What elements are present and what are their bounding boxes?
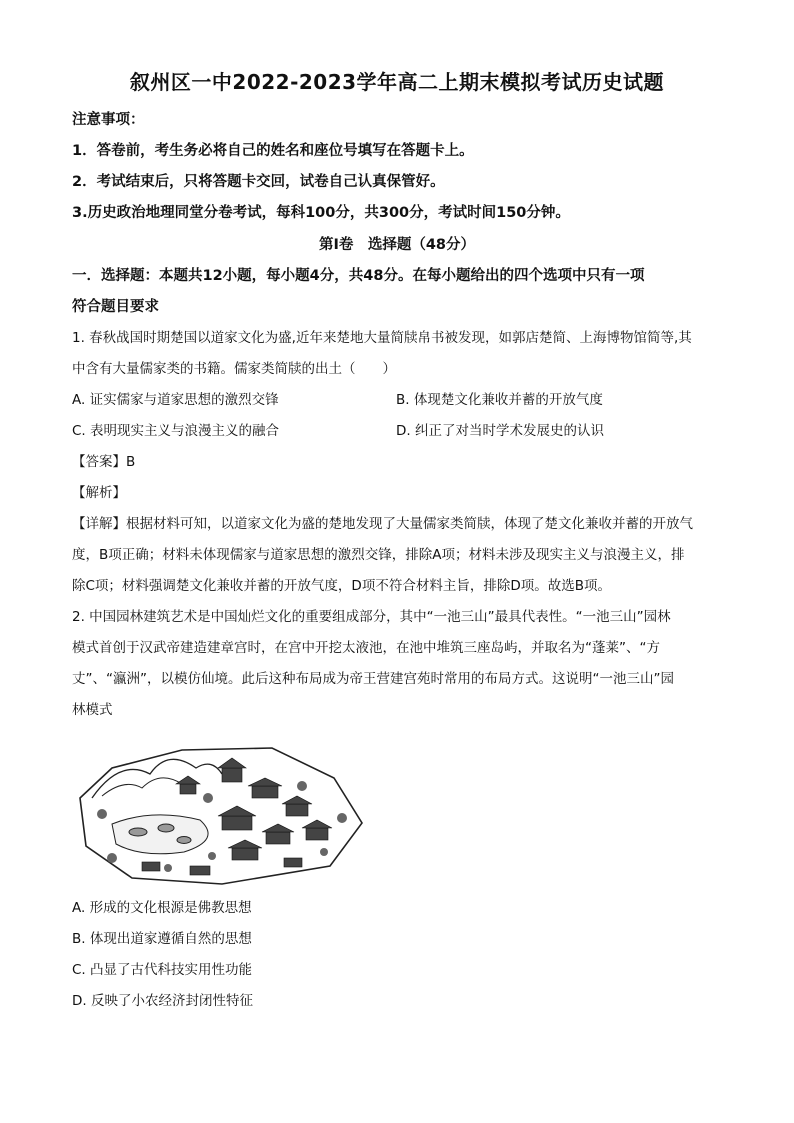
q2-option-a: A. 形成的文化根源是佛教思想 xyxy=(72,900,252,916)
notice-item-3: 3.历史政治地理同堂分卷考试，每科100分，共300分，考试时间150分钟。 xyxy=(72,205,570,221)
notice-heading: 注意事项： xyxy=(72,112,145,128)
q2-stem-line-4: 林模式 xyxy=(72,702,113,718)
q1-detail-line-3: 除C项；材料强调楚文化兼收并蓄的开放气度，D项不符合材料主旨，排除D项。故选B项。 xyxy=(72,578,611,594)
q1-analysis-heading: 【解析】 xyxy=(72,485,126,501)
q1-detail-line-2: 度，B项正确；材料未体现儒家与道家思想的激烈交锋，排除A项；材料未涉及现实主义与浪漫主义，排 xyxy=(72,547,685,563)
q1-answer: 【答案】B xyxy=(72,454,136,470)
q1-stem-line-2: 中含有大量儒家类的书籍。儒家类简牍的出土（ ） xyxy=(72,361,396,377)
q1-stem-line-1: 1. 春秋战国时期楚国以道家文化为盛,近年来楚地大量简牍帛书被发现，如郭店楚简、上海博物馆简等,其 xyxy=(72,330,692,346)
q2-option-b: B. 体现出道家遵循自然的思想 xyxy=(72,931,252,947)
notice-item-1: 1．答卷前，考生务必将自己的姓名和座位号填写在答题卡上。 xyxy=(72,143,474,159)
page-title: 叙州区一中2022-2023学年高二上期末模拟考试历史试题 xyxy=(129,70,665,94)
q1-option-b: B. 体现楚文化兼收并蓄的开放气度 xyxy=(396,392,603,408)
q1-option-d: D. 纠正了对当时学术发展史的认识 xyxy=(396,423,604,439)
q1-option-a: A. 证实儒家与道家思想的激烈交锋 xyxy=(72,392,279,408)
q2-stem-line-2: 模式首创于汉武帝建造建章宫时，在宫中开挖太液池，在池中堆筑三座岛屿，并取名为“蓬莱”、“方 xyxy=(72,640,660,656)
q1-detail-line-1: 【详解】根据材料可知，以道家文化为盛的楚地发现了大量儒家类简牍，体现了楚文化兼收并蓄的开放气 xyxy=(72,516,693,532)
q2-option-c: C. 凸显了古代科技实用性功能 xyxy=(72,962,253,978)
section-title: 第Ⅰ卷 选择题（48分） xyxy=(318,237,476,253)
q2-stem-line-3: 丈”、“瀛洲”，以模仿仙境。此后这种布局成为帝王营建宫苑时常用的布局方式。这说明“一池三山”园 xyxy=(72,671,674,687)
section-instruction-line-2: 符合题目要求 xyxy=(72,299,159,315)
notice-item-2: 2．考试结束后，只将答题卡交回，试卷自己认真保管好。 xyxy=(72,174,445,190)
q2-stem-line-1: 2. 中国园林建筑艺术是中国灿烂文化的重要组成部分，其中“一池三山”最具代表性。“一池三山”园林 xyxy=(72,609,671,625)
palace-garden-illustration xyxy=(72,728,368,888)
q2-option-d: D. 反映了小农经济封闭性特征 xyxy=(72,993,253,1009)
section-instruction-line-1: 一．选择题：本题共12小题，每小题4分，共48分。在每小题给出的四个选项中只有一项 xyxy=(72,268,645,284)
q1-option-c: C. 表明现实主义与浪漫主义的融合 xyxy=(72,423,280,439)
